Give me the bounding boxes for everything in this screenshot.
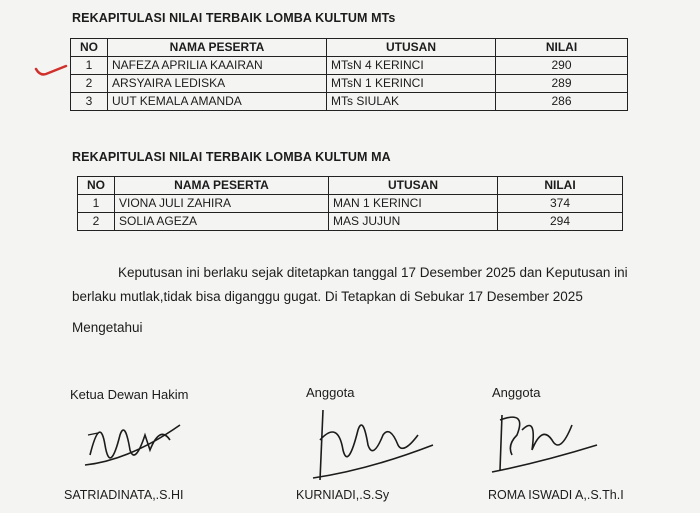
mengetahui-label: Mengetahui <box>72 320 143 335</box>
row-nilai: 374 <box>498 195 623 213</box>
decision-paragraph <box>72 261 672 309</box>
table-header-row <box>78 177 623 195</box>
mts-table-title: REKAPITULASI NILAI TERBAIK LOMBA KULTUM MTs <box>72 11 396 25</box>
signature-scribble-ketua <box>70 405 190 485</box>
row-utusan: MAN 1 KERINCI <box>329 195 498 213</box>
row-nama: NAFEZA APRILIA KAAIRAN <box>108 57 327 75</box>
signature-role-anggota-2: Anggota <box>492 385 541 400</box>
row-nama: UUT KEMALA AMANDA <box>108 93 327 111</box>
signature-scribble-anggota-2 <box>482 400 602 480</box>
table-row <box>71 93 628 111</box>
signature-role-anggota-1: Anggota <box>306 385 355 400</box>
row-nilai: 290 <box>496 57 628 75</box>
ma-table-title: REKAPITULASI NILAI TERBAIK LOMBA KULTUM MA <box>72 150 391 164</box>
column-header-nama: NAMA PESERTA <box>108 39 327 57</box>
column-header-utusan: UTUSAN <box>329 177 498 195</box>
mts-results-table <box>70 38 628 111</box>
red-check-mark-icon <box>34 62 68 78</box>
table-header-row <box>71 39 628 57</box>
signature-name-anggota-2: ROMA ISWADI A,.S.Th.I <box>488 488 624 502</box>
row-nama: SOLIA AGEZA <box>115 213 329 231</box>
row-no: 1 <box>78 195 115 213</box>
paragraph-line-2: berlaku mutlak,tidak bisa diganggu gugat. Di Tetapkan di Sebukar 17 Desember 2025 <box>72 289 583 304</box>
row-nilai: 289 <box>496 75 628 93</box>
column-header-nama: NAMA PESERTA <box>115 177 329 195</box>
row-utusan: MTs SIULAK <box>327 93 496 111</box>
table-row <box>71 57 628 75</box>
row-nilai: 286 <box>496 93 628 111</box>
signature-role-ketua: Ketua Dewan Hakim <box>70 387 189 402</box>
row-utusan: MTsN 1 KERINCI <box>327 75 496 93</box>
table-row <box>78 213 623 231</box>
paragraph-line-1: Keputusan ini berlaku sejak ditetapkan tanggal 17 Desember 2025 dan Keputusan ini <box>118 265 628 280</box>
row-utusan: MAS JUJUN <box>329 213 498 231</box>
ma-results-table <box>77 176 623 231</box>
signature-name-anggota-1: KURNIADI,.S.Sy <box>296 488 390 502</box>
row-nama: ARSYAIRA LEDISKA <box>108 75 327 93</box>
signature-scribble-anggota-1 <box>298 400 438 490</box>
row-no: 2 <box>78 213 115 231</box>
row-nama: VIONA JULI ZAHIRA <box>115 195 329 213</box>
row-no: 1 <box>71 57 108 75</box>
table-row <box>71 75 628 93</box>
column-header-nilai: NILAI <box>498 177 623 195</box>
column-header-nilai: NILAI <box>496 39 628 57</box>
signature-name-ketua: SATRIADINATA,.S.HI <box>64 488 184 502</box>
row-nilai: 294 <box>498 213 623 231</box>
column-header-no: NO <box>78 177 115 195</box>
column-header-utusan: UTUSAN <box>327 39 496 57</box>
row-no: 3 <box>71 93 108 111</box>
row-utusan: MTsN 4 KERINCI <box>327 57 496 75</box>
row-no: 2 <box>71 75 108 93</box>
table-row <box>78 195 623 213</box>
column-header-no: NO <box>71 39 108 57</box>
